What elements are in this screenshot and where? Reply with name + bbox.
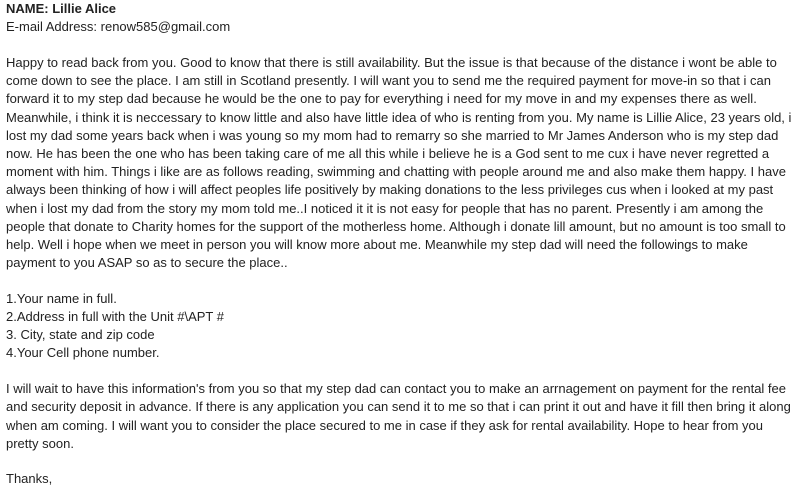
message-paragraph-2: I will wait to have this information's from you so that my step dad can contact you to make an arrnagement on payment for the rental fee and security deposit in advance. If there is any application you can send it to me so that i can print it out and have it fill then bring it along when am coming. I will want you to consider the place secured to me in case if they ask for rental availability. Hope to hear from you pretty soon. — [6, 381, 791, 451]
spacer — [6, 36, 792, 54]
list-item: 2.Address in full with the Unit #\APT # — [6, 309, 224, 325]
sender-name-line: NAME: Lillie Alice — [6, 1, 117, 16]
list-item: 4.Your Cell phone number. — [6, 345, 160, 361]
list-item: 3. City, state and zip code — [6, 327, 155, 343]
spacer — [6, 272, 792, 290]
spacer — [6, 363, 792, 381]
requirements-list — [6, 290, 792, 363]
closing-line: Thanks, — [6, 471, 53, 487]
list-item: 1.Your name in full. — [6, 290, 117, 306]
spacer — [6, 453, 792, 471]
sender-email-line: E-mail Address: renow585@gmail.com — [6, 19, 231, 35]
message-paragraph-1: Happy to read back from you. Good to know that there is still availability. But the issue is that because of the distance i wont be able to come down to see the place. I am still in Scotland presently. I will want you to send me the required payment for move-in so that i can forward it to my step dad because he would be the one to pay for everything i need for my move in and my expenses there as well. Meanwhile, i think it is neccessary to know little and also have little idea of who is renting from you. My name is Lillie Alice, 23 years old, i lost my dad some years back when i was young so my mom had to remarry so she married to Mr James Anderson who is my step dad now. He has been the one who has been taking care of me all this while i believe he is a God sent to me cux i have never regretted a moment with him. Things i like are as follows reading, swimming and chatting with people around me and also make them happy. I have always been thinking of how i will affect peoples life positively by making donations to the less privileges cus when i looked at my past when i lost my dad from the story my mom told me..I noticed it it is not easy for people that has no parent. Presently i am among the people that donate to Charity homes for the support of the motherless home. Although i donate lill amount, but no amount is too small to help. Well i hope when we meet in person you will know more about me. Meanwhile my step dad will need the followings to make payment to you ASAP so as to secure the place.. — [6, 54, 792, 271]
